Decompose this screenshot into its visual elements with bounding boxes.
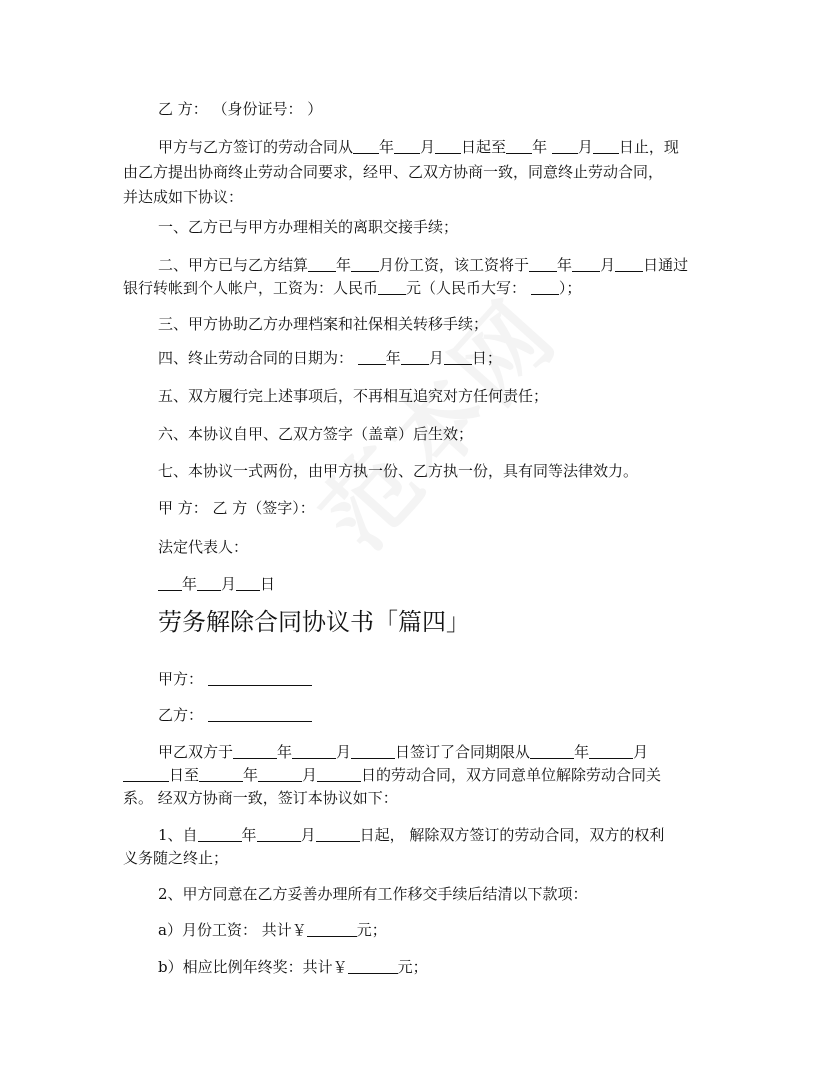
month-label: 月 (633, 743, 649, 761)
blank-field (123, 766, 169, 782)
year-label: 年 (241, 826, 257, 844)
blank-field (530, 743, 574, 759)
day-label: 日； (471, 349, 502, 367)
intro-text: 日签订了合同期限从 (395, 743, 531, 761)
year-label: 年 (277, 743, 293, 761)
intro-text: 甲乙双方于 (158, 743, 234, 761)
year-label: 年 (557, 256, 573, 274)
year-label: 年 (532, 138, 548, 156)
blank-field (378, 279, 406, 295)
day-label: 日止，现 (618, 138, 679, 156)
blank-field (317, 766, 361, 782)
payment-item-b (158, 957, 428, 977)
clause-6: 六、本协议自甲、乙双方签字（盖章）后生效； (158, 425, 474, 443)
intro-line-3: 并达成如下协议： (123, 188, 244, 206)
payment-label: a）月份工资： 共计￥ (158, 921, 307, 939)
clause-text: 月份工资，该工资将于 (379, 256, 530, 274)
blank-field (308, 256, 336, 272)
s4-clause-1-line-1 (158, 825, 664, 845)
clause-text: 元（人民币大写： (406, 279, 527, 297)
party-a-label: 甲方： (158, 670, 204, 688)
blank-field (531, 279, 559, 295)
clause-text: 1、自 (158, 826, 198, 844)
year-label: 年 (336, 256, 352, 274)
blank-field (198, 826, 242, 842)
month-label: 月 (336, 743, 352, 761)
party-b-header: 乙 方： （身份证号： ） (158, 100, 323, 118)
party-b-label: 乙方： (158, 706, 204, 724)
s4-intro-line-3: 系。 经双方协商一致，签订本协议如下： (123, 789, 398, 807)
section-title: 劳务解除合同协议书「篇四」 (158, 608, 470, 636)
intro-line-1 (158, 137, 679, 157)
year-label: 年 (182, 575, 198, 593)
clause-2-line-1 (158, 255, 688, 275)
blank-field (589, 743, 633, 759)
party-a-blank (208, 670, 312, 686)
clause-7: 七、本协议一式两份，由甲方执一份、乙方执一份，具有同等法律效力。 (158, 462, 639, 480)
intro-text: 甲方与乙方签订的劳动合同从 (158, 138, 354, 156)
amount-blank (307, 921, 357, 937)
year-label: 年 (243, 766, 259, 784)
s4-clause-2: 2、甲方同意在乙方妥善办理所有工作移交手续后结清以下款项： (158, 885, 588, 903)
intro-text: 日至 (169, 766, 200, 784)
month-label: 月 (600, 256, 616, 274)
blank-field (506, 138, 532, 154)
party-b-line (158, 705, 312, 725)
clause-text: ）； (558, 279, 582, 297)
party-b-blank (208, 706, 312, 722)
blank-field (197, 575, 221, 591)
s4-intro-line-1 (158, 742, 648, 762)
month-label: 月 (300, 826, 316, 844)
payment-item-a (158, 920, 387, 940)
clause-2-line-2 (123, 278, 581, 298)
month-label: 月 (221, 575, 237, 593)
year-label: 年 (574, 743, 590, 761)
blank-field (258, 766, 302, 782)
blank-field (292, 743, 336, 759)
clause-text: 日起， 解除双方签订的劳动合同，双方的权利 (359, 826, 665, 844)
blank-field (316, 826, 360, 842)
clause-1: 一、乙方已与甲方办理相关的离职交接手续； (158, 218, 459, 236)
date-line (158, 574, 275, 594)
blank-field (529, 256, 557, 272)
month-label: 月 (428, 349, 444, 367)
blank-field (351, 743, 395, 759)
clause-4 (158, 348, 502, 368)
clause-text: 银行转帐到个人帐户，工资为：人民币 (123, 279, 379, 297)
day-label: 日起至 (461, 138, 507, 156)
blank-field (358, 349, 386, 365)
blank-field (572, 256, 600, 272)
blank-field (615, 256, 643, 272)
blank-field (394, 138, 420, 154)
clause-text: 四、终止劳动合同的日期为： (158, 349, 354, 367)
blank-field (158, 575, 182, 591)
blank-field (444, 349, 472, 365)
year-label: 年 (379, 138, 395, 156)
currency-unit: 元； (356, 921, 387, 939)
blank-field (236, 575, 260, 591)
blank-field (435, 138, 461, 154)
blank-field (233, 743, 277, 759)
blank-field (593, 138, 619, 154)
month-label: 月 (420, 138, 436, 156)
blank-field (353, 138, 379, 154)
blank-field (199, 766, 243, 782)
blank-field (552, 138, 578, 154)
blank-field (401, 349, 429, 365)
intro-text: 日的劳动合同，双方同意单位解除劳动合同关 (361, 766, 662, 784)
payment-label: b）相应比例年终奖：共计￥ (158, 958, 348, 976)
s4-clause-1-line-2: 义务随之终止； (123, 849, 229, 867)
clause-text: 二、甲方已与乙方结算 (158, 256, 309, 274)
clause-3: 三、甲方协助乙方办理档案和社保相关转移手续； (158, 315, 489, 333)
amount-blank (348, 958, 398, 974)
s4-intro-line-2 (123, 765, 661, 785)
legal-representative: 法定代表人： (158, 538, 249, 556)
signature-line: 甲 方： 乙 方（签字）： (158, 499, 315, 517)
blank-field (351, 256, 379, 272)
year-label: 年 (385, 349, 401, 367)
intro-line-2: 由乙方提出协商终止劳动合同要求，经甲、乙双方协商一致，同意终止劳动合同， (123, 163, 664, 181)
party-a-line (158, 669, 312, 689)
blank-field (257, 826, 301, 842)
month-label: 月 (302, 766, 318, 784)
day-label: 日 (260, 575, 276, 593)
month-label: 月 (577, 138, 593, 156)
clause-text: 日通过 (643, 256, 689, 274)
clause-5: 五、双方履行完上述事项后，不再相互追究对方任何责任； (158, 387, 549, 405)
currency-unit: 元； (397, 958, 428, 976)
